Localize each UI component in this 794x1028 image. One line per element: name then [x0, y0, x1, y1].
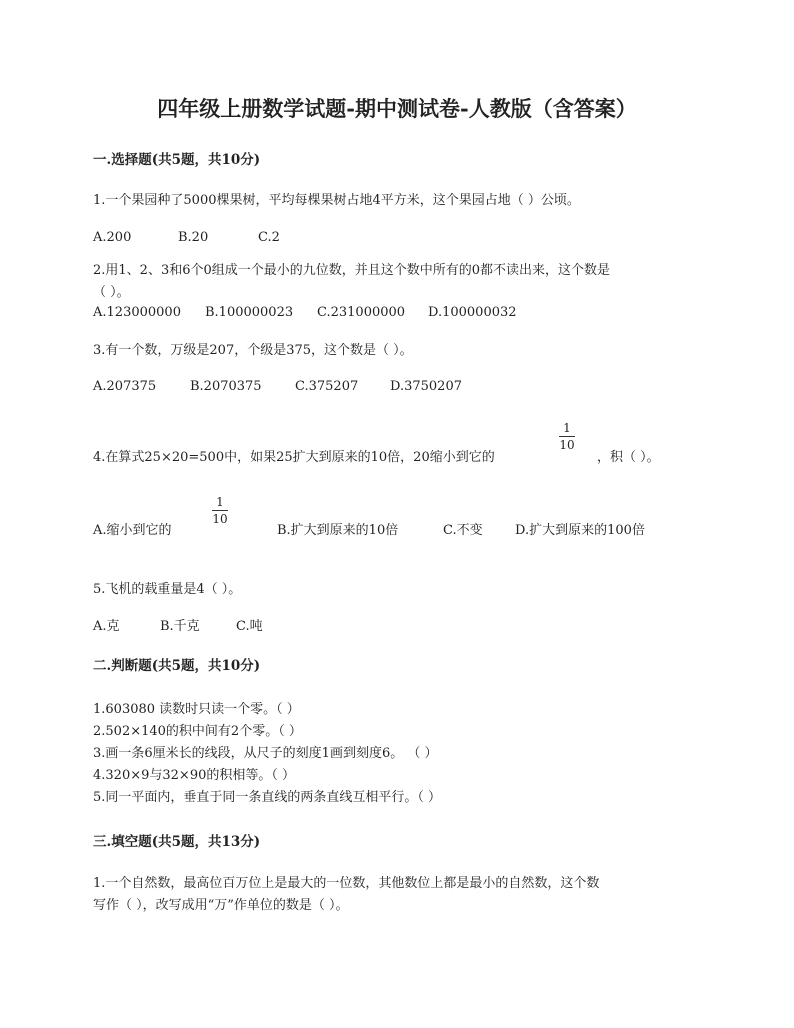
q3-option-d: D.3750207	[390, 379, 462, 394]
fraction-bar	[559, 436, 575, 437]
q2-option-a: A.123000000	[93, 305, 181, 320]
fill-question-1-line1: 1.一个自然数，最高位百万位上是最大的一位数，其他数位上都是最小的自然数，这个数	[93, 876, 600, 891]
section-heading-choice: 一.选择题(共5题，共10分)	[93, 152, 261, 168]
q1-option-b: B.20	[178, 230, 209, 245]
q2-option-c: C.231000000	[317, 305, 406, 320]
question-4-stem-a: 4.在算式25×20=500中，如果25扩大到原来的10倍，20缩小到它的	[93, 450, 495, 465]
q3-option-a: A.207375	[93, 379, 157, 394]
question-2-stem-line2: （ ）。	[93, 285, 130, 300]
question-2-stem-line1: 2.用1、2、3和6个0组成一个最小的九位数，并且这个数中所有的0都不读出来，这个数是	[93, 263, 611, 278]
page-title: 四年级上册数学试题-期中测试卷-人教版（含答案）	[157, 96, 637, 121]
question-4-stem-b: ，积（ ）。	[597, 450, 660, 465]
judgement-item: 1.603080 读数时只读一个零。（ ）	[93, 702, 300, 717]
section-heading-judgement: 二.判断题(共5题，共10分)	[93, 658, 261, 674]
q3-option-b: B.2070375	[190, 379, 262, 394]
judgement-item: 5.同一平面内，垂直于同一条直线的两条直线互相平行。（ ）	[93, 790, 442, 805]
q3-option-c: C.375207	[295, 379, 359, 394]
fill-question-1-line2: 写作（ ），改写成用“万”作单位的数是（ ）。	[93, 898, 349, 913]
question-3-stem: 3.有一个数，万级是207，个级是375，这个数是（ ）。	[93, 343, 413, 358]
fraction-denominator: 10	[212, 512, 228, 526]
fraction-numerator: 1	[216, 495, 224, 509]
q5-option-c: C.吨	[236, 619, 263, 634]
q1-option-a: A.200	[93, 230, 132, 245]
q4-option-a: A.缩小到它的	[93, 523, 172, 538]
q5-option-b: B.千克	[160, 619, 200, 634]
judgement-item: 2.502×140的积中间有2个零。（ ）	[93, 724, 302, 739]
question-1-stem: 1.一个果园种了5000棵果树，平均每棵果树占地4平方米，这个果园占地（ ）公顷。	[93, 193, 580, 208]
q2-option-b: B.100000023	[205, 305, 294, 320]
fraction-denominator: 10	[559, 438, 575, 452]
q4-stem-fraction	[557, 421, 577, 452]
section-heading-fill-in: 三.填空题(共5题，共13分)	[93, 834, 261, 850]
question-5-stem: 5.飞机的载重量是4（ ）。	[93, 582, 242, 597]
judgement-item: 4.320×9与32×90的积相等。（ ）	[93, 768, 295, 783]
q1-option-c: C.2	[258, 230, 280, 245]
q4-option-c: C.不变	[443, 523, 483, 538]
fraction-bar	[212, 510, 228, 511]
fraction-numerator: 1	[563, 421, 571, 435]
q5-option-a: A.克	[93, 619, 120, 634]
judgement-item: 3.画一条6厘米长的线段，从尺子的刻度1画到刻度6。 （ ）	[93, 746, 438, 761]
q4-option-b: B.扩大到原来的10倍	[277, 523, 399, 538]
q4-option-a-fraction	[210, 495, 230, 526]
q4-option-d: D.扩大到原来的100倍	[515, 523, 645, 538]
q2-option-d: D.100000032	[428, 305, 517, 320]
